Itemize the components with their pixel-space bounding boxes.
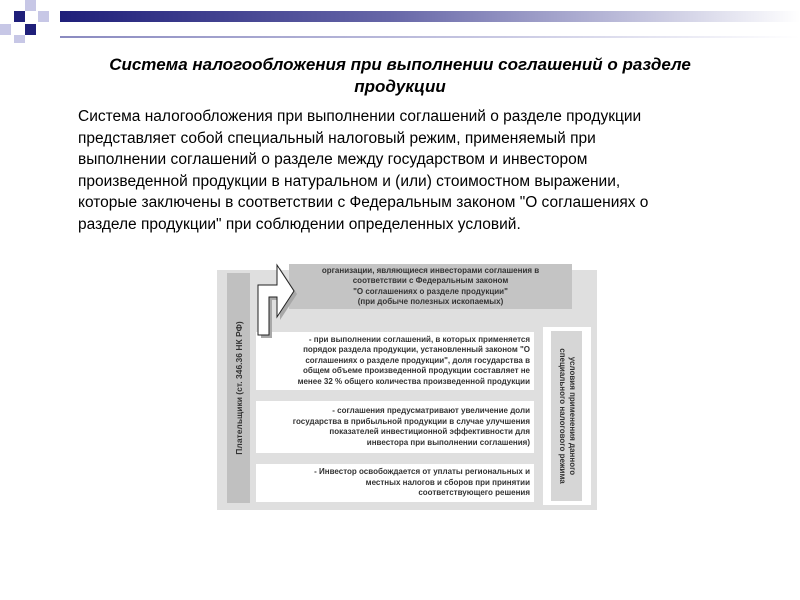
decorative-square bbox=[14, 35, 25, 43]
decorative-square bbox=[38, 11, 49, 22]
decorative-square bbox=[25, 24, 36, 35]
condition-box-2: - соглашения предусматривают увеличение доли государства в прибыльной продукции в случае улучшения показателей инвестиционной эффективности для инвестора при выполнении соглашения) bbox=[256, 401, 534, 453]
condition-box-1: - при выполнении соглашений, в которых применяется порядок раздела продукции, установленный законом "О соглашениях о разделе продукции", доля государства в общем объеме произведенной продукции составляет не менее 32 % общего количества произведенной продукции bbox=[256, 332, 534, 390]
decorative-squares bbox=[0, 0, 64, 44]
payers-label: Плательщики (ст. 346.36 НК РФ) bbox=[233, 321, 244, 455]
title-bar-gradient bbox=[60, 11, 800, 22]
block-arrow-icon bbox=[250, 258, 295, 340]
investors-box: организации, являющиеся инвесторами соглашения в соответствии с Федеральным законом "О соглашениях о разделе продукции" (при добыче полезных ископаемых) bbox=[289, 264, 572, 309]
definition-paragraph: Система налогообложения при выполнении соглашений о разделе продукции представляет собой специальный налоговый режим, применяемый при выполнении соглашений о разделе между государством и инвестором произведенной продукции в натуральном и (или) стоимостном выражении, которые заключены в соответствии с Федеральным законом "О соглашениях о разделе продукции" при соблюдении определенных условий. bbox=[78, 108, 649, 233]
condition-box-3: - Инвестор освобождается от уплаты региональных и местных налогов и сборов при принятии соответствующего решения bbox=[256, 464, 534, 502]
decorative-square bbox=[0, 24, 11, 35]
decorative-square bbox=[14, 11, 25, 22]
decorative-square bbox=[25, 0, 36, 11]
conditions-label: условия применения данного специального налогового режима bbox=[557, 348, 577, 484]
title-underline bbox=[60, 36, 800, 38]
slide-title: Система налогообложения при выполнении соглашений о разделе продукции bbox=[109, 55, 691, 96]
